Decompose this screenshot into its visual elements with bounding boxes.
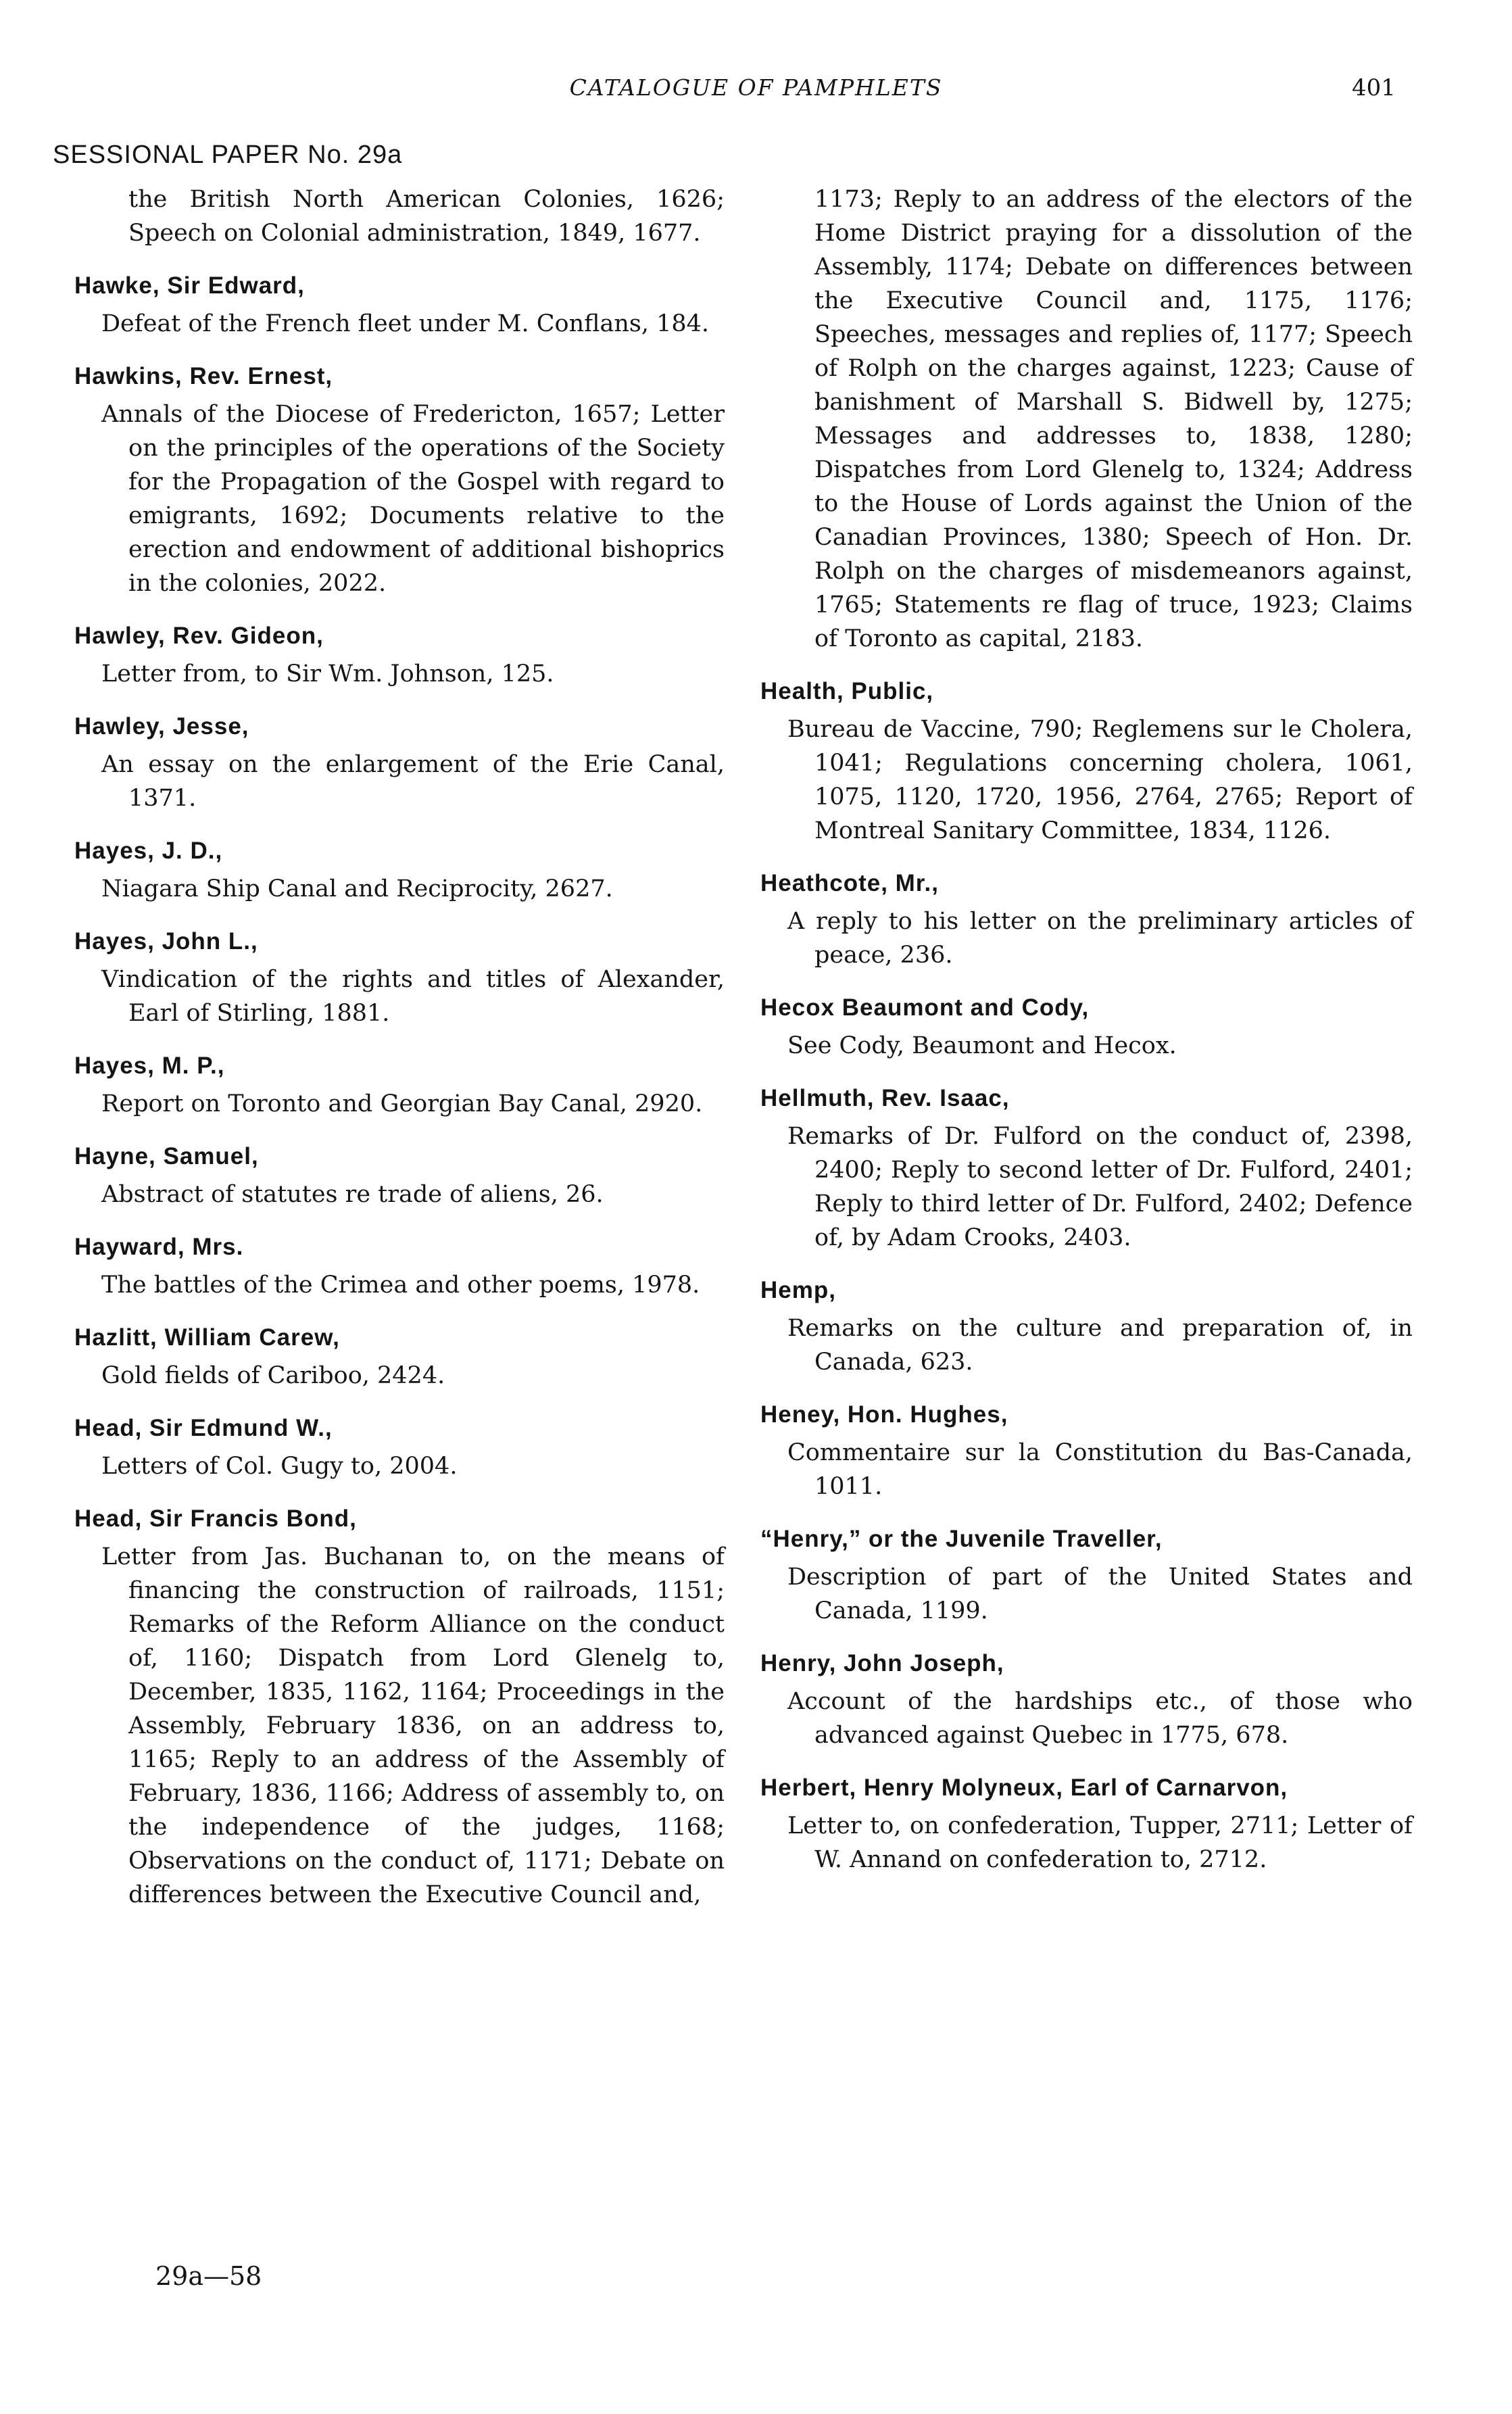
page-number: 401 [1352,74,1396,101]
entry-heading: Hemp, [760,1277,836,1303]
running-head-title: CATALOGUE OF PAMPHLETS [569,74,943,101]
entry-text: Commentaire sur la Constitution du Bas-Canada, 1011. [787,1439,1413,1500]
entry [74,1049,725,1121]
entry-text: Vindication of the rights and titles of Alexander, Earl of Stirling, 1881. [101,966,725,1027]
entry-text: The battles of the Crimea and other poems, 1978. [101,1272,700,1299]
entry-text: Remarks of Dr. Fulford on the conduct of, 2398, 2400; Reply to second letter of Dr. Fulford, 2401; Reply to third letter of Dr. Fulford, 2402; Defence of, by Adam Crooks, 2403. [787,1123,1413,1251]
entry [760,1274,1413,1379]
continuation-text: the British North American Colonies, 1626; Speech on Colonial administration, 1849, 1677. [128,186,725,247]
entry [760,1771,1413,1877]
entry-text: Annals of the Diocese of Fredericton, 1657; Letter on the principles of the operations of the Society for the Propagation of the Gospel with regard to emigrants, 1692; Documents relative to the erection and endowment of additional bishoprics in the colonies, 2022. [101,401,725,597]
entry-text: Letter from, to Sir Wm. Johnson, 125. [101,660,554,687]
entry-text: Bureau de Vaccine, 790; Reglemens sur le Cholera, 1041; Regulations concerning cholera, 1061, 1075, 1120, 1720, 1956, 2764, 2765; Report of Montreal Sanitary Committee, 1834, 1126. [787,716,1413,844]
entry-heading: Hawkins, Rev. Ernest, [74,363,333,389]
entry-text: Remarks on the culture and preparation of, in Canada, 623. [787,1315,1413,1376]
entry-text: See Cody, Beaumont and Hecox. [787,1032,1177,1059]
entry [760,867,1413,972]
entry [760,675,1413,848]
entry-heading: Hayes, M. P., [74,1053,225,1079]
entry [74,1140,725,1211]
entry-heading: Hawley, Jesse, [74,713,249,740]
right-column [760,183,1413,1877]
entry [760,991,1413,1063]
entry-text: Description of part of the United States and Canada, 1199. [787,1564,1413,1624]
entry [74,834,725,906]
entry-heading: Hayes, J. D., [74,838,223,864]
entry-heading: Hayes, John L., [74,928,258,955]
entry-heading: Hellmuth, Rev. Isaac, [760,1085,1010,1111]
continuation-text: 1173; Reply to an address of the electors of the Home District praying for a dissolution of the Assembly, 1174; Debate on differences between the Executive Council and, 1175, 1176; Speeches, messages and replies of, 1177; Speech of Rolph on the charges against, 1223; Cause of banishment of Marshall S. Bidwell by, 1275; Messages and addresses to, 1838, 1280; Dispatches from Lord Glenelg to, 1324; Address to the House of Lords against the Union of the Canadian Provinces, 1380; Speech of Hon. Dr. Rolph on the charges of misdemeanors against, 1765; Statements re flag of truce, 1923; Claims of Toronto as capital, 2183. [814,186,1413,652]
entry-text: Letter from Jas. Buchanan to, on the means of financing the construction of railroads, 1151; Remarks of the Reform Alliance on the conduct of, 1160; Dispatch from Lord Glenelg to, December, 1835, 1162, 1164; Proceedings in the Assembly, February 1836, on an address to, 1165; Reply to an address of the Assembly of February, 1836, 1166; Address of assembly to, on the independence of the judges, 1168; Observations on the conduct of, 1171; Debate on differences between the Executive Council and, [101,1543,725,1908]
entry-heading: Head, Sir Edmund W., [74,1415,333,1441]
entry-heading: “Henry,” or the Juvenile Traveller, [760,1526,1163,1552]
entry [760,1522,1413,1628]
entry-text: Abstract of statutes re trade of aliens, 26. [101,1181,604,1208]
entry [74,1321,725,1393]
entry [74,619,725,691]
entry-text: Gold fields of Cariboo, 2424. [101,1362,445,1389]
entry-heading: Hecox Beaumont and Cody, [760,994,1090,1021]
entry-heading: Heney, Hon. Hughes, [760,1401,1008,1428]
entry-heading: Hayne, Samuel, [74,1143,259,1169]
entry-heading: Hayward, Mrs. [74,1234,244,1260]
entry-text: Account of the hardships etc., of those who advanced against Quebec in 1775, 678. [787,1688,1413,1749]
entry-text: A reply to his letter on the preliminary articles of peace, 236. [787,908,1413,969]
entry-heading: Hazlitt, William Carew, [74,1324,340,1351]
entry-text: An essay on the enlargement of the Erie Canal, 1371. [101,751,725,812]
entry [760,1398,1413,1503]
entry-heading: Hawke, Sir Edward, [74,272,305,299]
entry-text: Letter to, on confederation, Tupper, 2711; Letter of W. Annand on confederation to, 2712. [787,1812,1413,1873]
entry-text: Letters of Col. Gugy to, 2004. [101,1453,458,1480]
entry-text: Report on Toronto and Georgian Bay Canal, 2920. [101,1090,703,1117]
entry [74,269,725,341]
entry [74,1502,725,1912]
entry [760,1647,1413,1752]
entry [74,710,725,815]
page-folio: 29a—58 [155,2261,262,2291]
entry-text: Niagara Ship Canal and Reciprocity, 2627. [101,875,613,902]
entry [74,925,725,1030]
entry [74,1230,725,1302]
entry-heading: Henry, John Joseph, [760,1650,1004,1676]
entry-heading: Head, Sir Francis Bond, [74,1505,357,1532]
entry-heading: Health, Public, [760,678,934,704]
entry-heading: Hawley, Rev. Gideon, [74,623,324,649]
entry-heading: Herbert, Henry Molyneux, Earl of Carnarvon, [760,1775,1288,1801]
entry-heading: Heathcote, Mr., [760,870,939,896]
left-column [74,183,725,1912]
entry [760,1082,1413,1255]
entry [74,1411,725,1483]
sessional-paper-label: SESSIONAL PAPER No. 29a [53,141,403,169]
entry-text: Defeat of the French fleet under M. Conflans, 184. [101,310,710,337]
entry [74,360,725,600]
